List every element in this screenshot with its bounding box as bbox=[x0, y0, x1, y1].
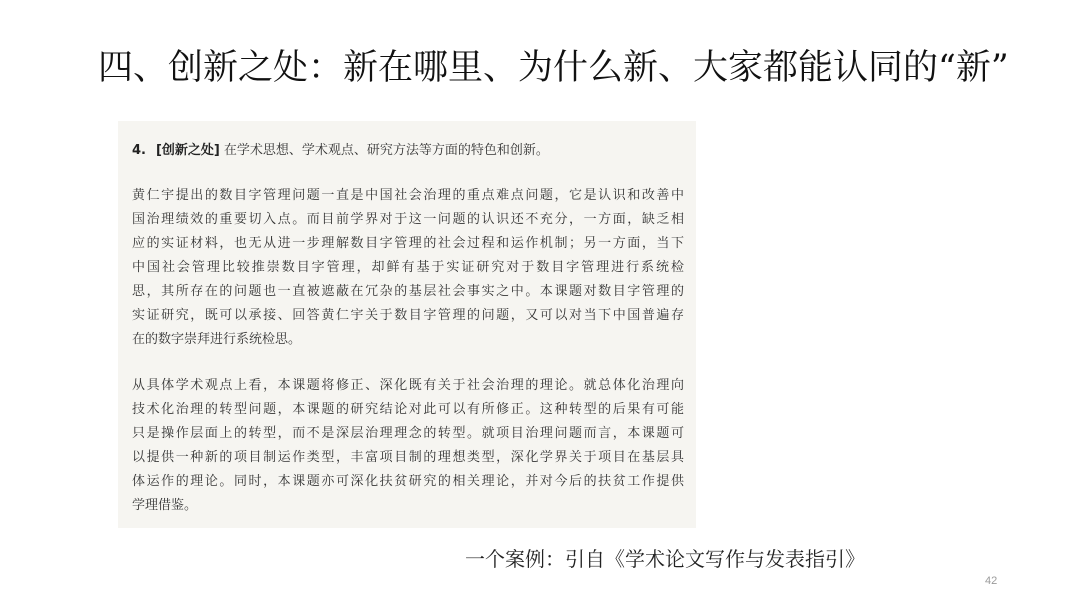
item-description: 在学术思想、学术观点、研究方法等方面的特色和创新。 bbox=[223, 143, 549, 158]
item-number: 4. bbox=[132, 143, 146, 158]
paragraph-line: 中国社会管理比较推崇数目字管理，却鲜有基于实证研究对于数目字管理进行系统检 bbox=[132, 260, 684, 275]
paragraph-line: 技术化治理的转型问题，本课题的研究结论对此可以有所修正。这种转型的后果有可能 bbox=[132, 402, 684, 417]
paragraph-line: 以提供一种新的项目制运作类型，丰富项目制的理想类型，深化学界关于项目在基层具 bbox=[132, 450, 684, 465]
paragraph-line: 国治理绩效的重要切入点。而目前学界对于这一问题的认识还不充分，一方面，缺乏相 bbox=[132, 212, 684, 227]
paragraph-line: 思，其所存在的问题也一直被遮蔽在冗杂的基层社会事实之中。本课题对数目字管理的 bbox=[132, 284, 684, 299]
paragraph-line: 应的实证材料，也无从进一步理解数目字管理的社会过程和运作机制；另一方面，当下 bbox=[132, 236, 684, 251]
excerpt-paragraph-1 bbox=[132, 184, 684, 352]
source-caption: 一个案例：引自《学术论文写作与发表指引》 bbox=[465, 547, 865, 571]
paragraph-line: 在的数字崇拜进行系统检思。 bbox=[132, 332, 302, 347]
excerpt-item-heading bbox=[132, 140, 684, 162]
paragraph-line: 从具体学术观点上看，本课题将修正、深化既有关于社会治理的理论。就总体化治理向 bbox=[132, 378, 684, 393]
excerpt-paragraph-2 bbox=[132, 374, 684, 518]
page-number: 42 bbox=[985, 575, 998, 587]
paragraph-line: 学理借鉴。 bbox=[132, 498, 198, 513]
item-tag: [创新之处] bbox=[155, 143, 220, 158]
paragraph-line: 黄仁宇提出的数目字管理问题一直是中国社会治理的重点难点问题，它是认识和改善中 bbox=[132, 188, 684, 203]
slide-title: 四、创新之处：新在哪里、为什么新、大家都能认同的“新” bbox=[98, 48, 1009, 88]
paragraph-line: 实证研究，既可以承接、回答黄仁宇关于数目字管理的问题，又可以对当下中国普遍存 bbox=[132, 308, 684, 323]
paragraph-line: 体运作的理论。同时，本课题亦可深化扶贫研究的相关理论，并对今后的扶贫工作提供 bbox=[132, 474, 684, 489]
paragraph-line: 只是操作层面上的转型，而不是深层治理理念的转型。就项目治理问题而言，本课题可 bbox=[132, 426, 684, 441]
book-excerpt-image bbox=[118, 121, 696, 528]
